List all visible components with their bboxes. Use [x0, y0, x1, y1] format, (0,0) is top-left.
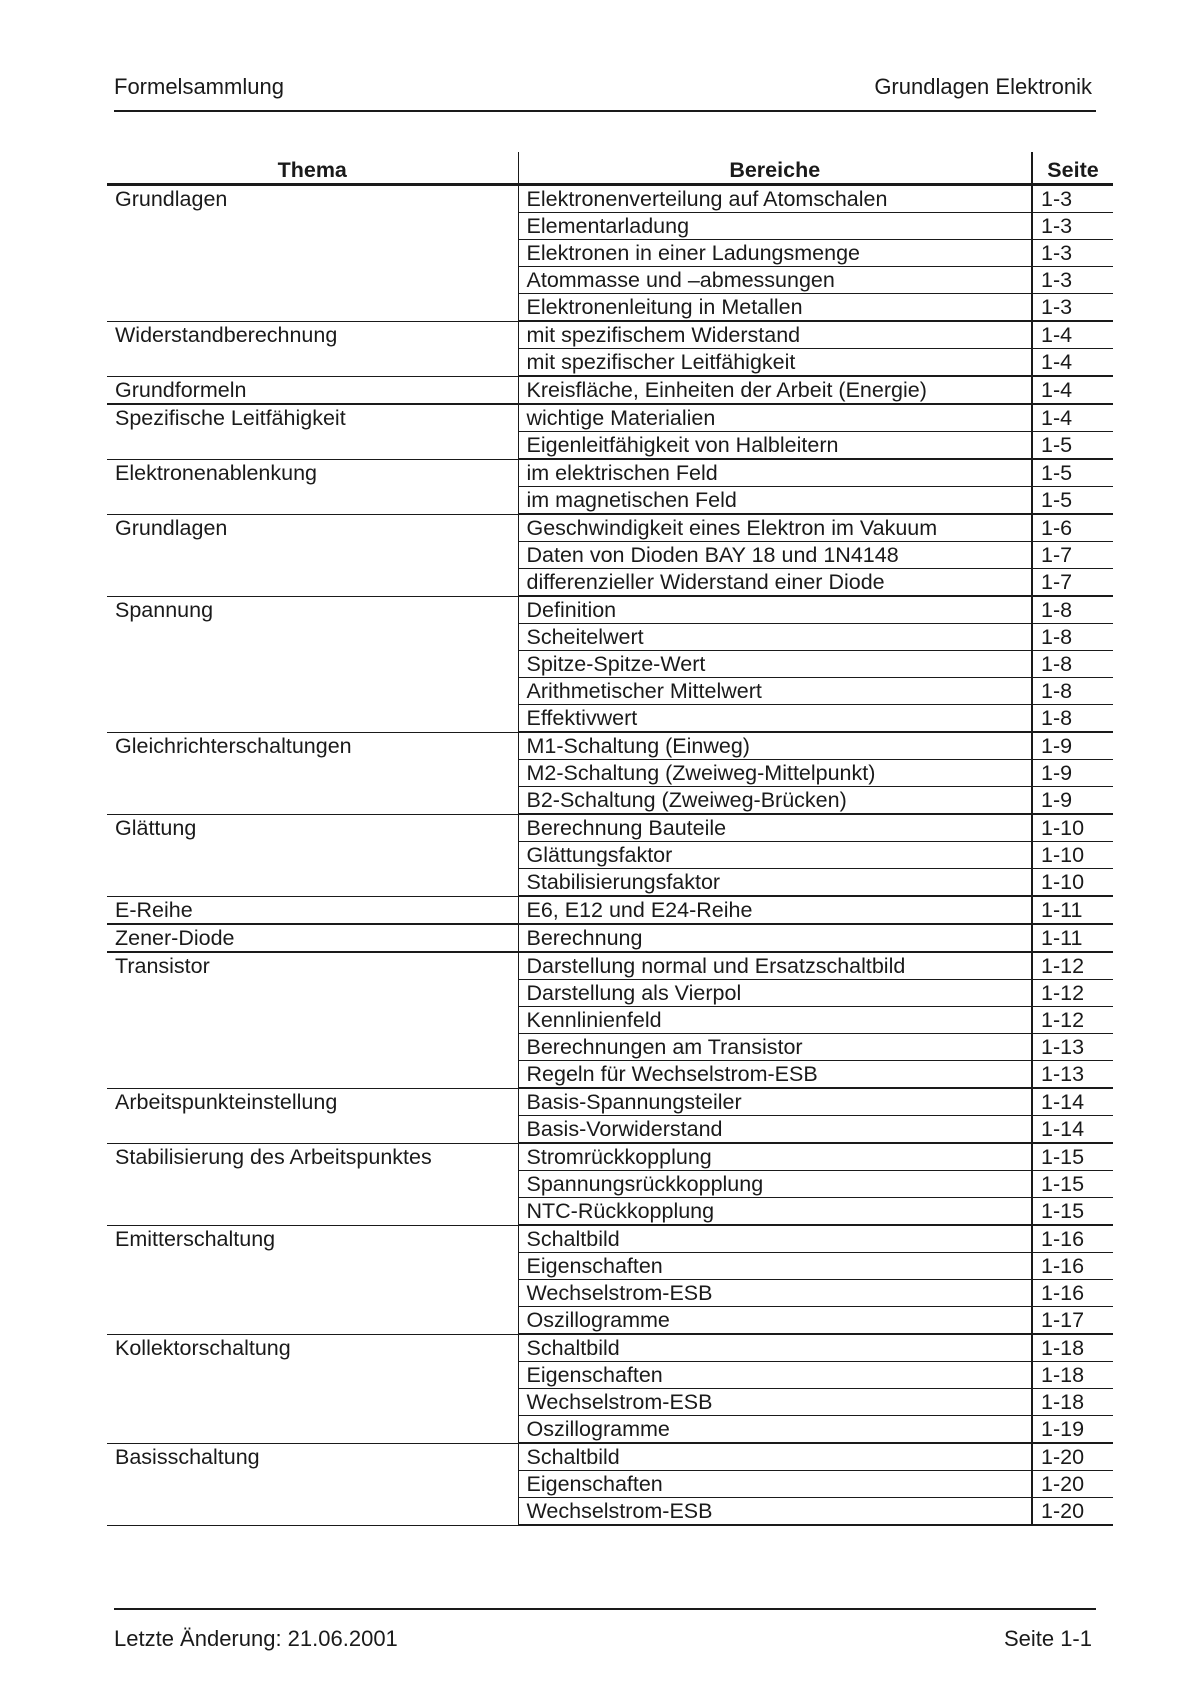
thema-cell: Spannung — [107, 596, 518, 732]
thema-cell: Spezifische Leitfähigkeit — [107, 404, 518, 459]
bereich-cell: Schaltbild — [518, 1334, 1032, 1362]
bereich-cell: Elektronenleitung in Metallen — [518, 294, 1032, 322]
page-number: Seite 1-1 — [1003, 1626, 1092, 1651]
seite-cell: 1-13 — [1032, 1034, 1113, 1061]
bereich-cell: Arithmetischer Mittelwert — [518, 678, 1032, 705]
seite-cell: 1-5 — [1032, 487, 1113, 515]
seite-cell: 1-16 — [1032, 1253, 1113, 1280]
bereich-cell: Oszillogramme — [518, 1307, 1032, 1335]
table-row — [107, 459, 1113, 487]
bereich-cell: Spannungsrückkopplung — [518, 1171, 1032, 1198]
table-row — [107, 732, 1113, 760]
last-modified-text: Letzte Änderung: 21.06.2001 — [114, 1626, 398, 1651]
bereich-cell: Wechselstrom-ESB — [518, 1498, 1032, 1526]
seite-cell: 1-3 — [1032, 213, 1113, 240]
seite-cell: 1-11 — [1032, 924, 1113, 952]
table-row — [107, 376, 1113, 404]
bereich-cell: Basis-Spannungsteiler — [518, 1088, 1032, 1116]
bereich-cell: Kreisfläche, Einheiten der Arbeit (Energie) — [518, 376, 1032, 404]
thema-cell: Grundlagen — [107, 514, 518, 596]
seite-cell: 1-9 — [1032, 760, 1113, 787]
page-footer — [114, 1608, 1096, 1651]
bereich-cell: E6, E12 und E24-Reihe — [518, 896, 1032, 924]
seite-cell: 1-9 — [1032, 787, 1113, 815]
bereich-cell: Darstellung als Vierpol — [518, 980, 1032, 1007]
seite-cell: 1-12 — [1032, 1007, 1113, 1034]
table-row — [107, 924, 1113, 952]
column-header-bereiche: Bereiche — [518, 152, 1032, 185]
table-row — [107, 185, 1113, 213]
seite-cell: 1-8 — [1032, 705, 1113, 733]
seite-cell: 1-16 — [1032, 1280, 1113, 1307]
table-row — [107, 321, 1113, 349]
table-body — [107, 185, 1113, 1526]
seite-cell: 1-20 — [1032, 1471, 1113, 1498]
thema-cell: Stabilisierung des Arbeitspunktes — [107, 1143, 518, 1225]
thema-cell: Kollektorschaltung — [107, 1334, 518, 1443]
table-row — [107, 514, 1113, 542]
thema-cell: Gleichrichterschaltungen — [107, 732, 518, 814]
seite-cell: 1-11 — [1032, 896, 1113, 924]
seite-cell: 1-13 — [1032, 1061, 1113, 1089]
seite-cell: 1-5 — [1032, 459, 1113, 487]
bereich-cell: Berechnung — [518, 924, 1032, 952]
seite-cell: 1-4 — [1032, 404, 1113, 432]
bereich-cell: Glättungsfaktor — [518, 842, 1032, 869]
bereich-cell: Eigenschaften — [518, 1471, 1032, 1498]
bereich-cell: Stromrückkopplung — [518, 1143, 1032, 1171]
seite-cell: 1-7 — [1032, 542, 1113, 569]
table-row — [107, 1225, 1113, 1253]
seite-cell: 1-19 — [1032, 1416, 1113, 1444]
bereich-cell: Spitze-Spitze-Wert — [518, 651, 1032, 678]
bereich-cell: Geschwindigkeit eines Elektron im Vakuum — [518, 514, 1032, 542]
table-row — [107, 814, 1113, 842]
seite-cell: 1-4 — [1032, 321, 1113, 349]
seite-cell: 1-7 — [1032, 569, 1113, 597]
bereich-cell: Elektronenverteilung auf Atomschalen — [518, 185, 1032, 213]
seite-cell: 1-18 — [1032, 1389, 1113, 1416]
bereich-cell: im elektrischen Feld — [518, 459, 1032, 487]
seite-cell: 1-8 — [1032, 624, 1113, 651]
bereich-cell: mit spezifischer Leitfähigkeit — [518, 349, 1032, 377]
bereich-cell: M2-Schaltung (Zweiweg-Mittelpunkt) — [518, 760, 1032, 787]
bereich-cell: Oszillogramme — [518, 1416, 1032, 1444]
bereich-cell: Schaltbild — [518, 1443, 1032, 1471]
table-header-row — [107, 152, 1113, 185]
bereich-cell: Wechselstrom-ESB — [518, 1280, 1032, 1307]
table-row — [107, 596, 1113, 624]
thema-cell: Emitterschaltung — [107, 1225, 518, 1334]
seite-cell: 1-3 — [1032, 240, 1113, 267]
seite-cell: 1-15 — [1032, 1143, 1113, 1171]
bereich-cell: Kennlinienfeld — [518, 1007, 1032, 1034]
seite-cell: 1-10 — [1032, 814, 1113, 842]
seite-cell: 1-8 — [1032, 596, 1113, 624]
bereich-cell: Elementarladung — [518, 213, 1032, 240]
seite-cell: 1-20 — [1032, 1498, 1113, 1526]
bereich-cell: Eigenschaften — [518, 1253, 1032, 1280]
bereich-cell: NTC-Rückkopplung — [518, 1198, 1032, 1226]
seite-cell: 1-5 — [1032, 432, 1113, 460]
seite-cell: 1-18 — [1032, 1362, 1113, 1389]
thema-cell: Arbeitspunkteinstellung — [107, 1088, 518, 1143]
bereich-cell: Darstellung normal und Ersatzschaltbild — [518, 952, 1032, 980]
thema-cell: Glättung — [107, 814, 518, 896]
seite-cell: 1-9 — [1032, 732, 1113, 760]
bereich-cell: Eigenschaften — [518, 1362, 1032, 1389]
bereich-cell: Atommasse und –abmessungen — [518, 267, 1032, 294]
seite-cell: 1-10 — [1032, 842, 1113, 869]
header-right-title: Grundlagen Elektronik — [874, 74, 1092, 99]
table-row — [107, 1334, 1113, 1362]
seite-cell: 1-4 — [1032, 349, 1113, 377]
seite-cell: 1-16 — [1032, 1225, 1113, 1253]
column-header-thema: Thema — [107, 152, 518, 185]
seite-cell: 1-15 — [1032, 1171, 1113, 1198]
seite-cell: 1-12 — [1032, 980, 1113, 1007]
bereich-cell: Basis-Vorwiderstand — [518, 1116, 1032, 1144]
bereich-cell: M1-Schaltung (Einweg) — [518, 732, 1032, 760]
bereich-cell: Elektronen in einer Ladungsmenge — [518, 240, 1032, 267]
table-row — [107, 1143, 1113, 1171]
thema-cell: Grundlagen — [107, 185, 518, 322]
header-left-title: Formelsammlung — [114, 74, 284, 99]
contents-table — [107, 152, 1113, 1526]
bereich-cell: mit spezifischem Widerstand — [518, 321, 1032, 349]
seite-cell: 1-8 — [1032, 678, 1113, 705]
seite-cell: 1-8 — [1032, 651, 1113, 678]
bereich-cell: Schaltbild — [518, 1225, 1032, 1253]
bereich-cell: Daten von Dioden BAY 18 und 1N4148 — [518, 542, 1032, 569]
column-header-seite: Seite — [1032, 152, 1113, 185]
table-row — [107, 896, 1113, 924]
seite-cell: 1-4 — [1032, 376, 1113, 404]
seite-cell: 1-14 — [1032, 1088, 1113, 1116]
thema-cell: Transistor — [107, 952, 518, 1088]
seite-cell: 1-10 — [1032, 869, 1113, 897]
page-header — [114, 70, 1096, 112]
table-row — [107, 1443, 1113, 1471]
seite-cell: 1-6 — [1032, 514, 1113, 542]
bereich-cell: Stabilisierungsfaktor — [518, 869, 1032, 897]
bereich-cell: Effektivwert — [518, 705, 1032, 733]
table-row — [107, 404, 1113, 432]
seite-cell: 1-14 — [1032, 1116, 1113, 1144]
seite-cell: 1-20 — [1032, 1443, 1113, 1471]
bereich-cell: im magnetischen Feld — [518, 487, 1032, 515]
bereich-cell: wichtige Materialien — [518, 404, 1032, 432]
bereich-cell: differenzieller Widerstand einer Diode — [518, 569, 1032, 597]
thema-cell: Elektronenablenkung — [107, 459, 518, 514]
table-row — [107, 1088, 1113, 1116]
seite-cell: 1-3 — [1032, 185, 1113, 213]
bereich-cell: Scheitelwert — [518, 624, 1032, 651]
bereich-cell: Definition — [518, 596, 1032, 624]
bereich-cell: Eigenleitfähigkeit von Halbleitern — [518, 432, 1032, 460]
thema-cell: Zener-Diode — [107, 924, 518, 952]
thema-cell: E-Reihe — [107, 896, 518, 924]
bereich-cell: Wechselstrom-ESB — [518, 1389, 1032, 1416]
bereich-cell: Regeln für Wechselstrom-ESB — [518, 1061, 1032, 1089]
bereich-cell: Berechnungen am Transistor — [518, 1034, 1032, 1061]
table-row — [107, 952, 1113, 980]
bereich-cell: B2-Schaltung (Zweiweg-Brücken) — [518, 787, 1032, 815]
seite-cell: 1-17 — [1032, 1307, 1113, 1335]
seite-cell: 1-15 — [1032, 1198, 1113, 1226]
seite-cell: 1-3 — [1032, 294, 1113, 322]
thema-cell: Grundformeln — [107, 376, 518, 404]
seite-cell: 1-12 — [1032, 952, 1113, 980]
thema-cell: Widerstandberechnung — [107, 321, 518, 376]
seite-cell: 1-3 — [1032, 267, 1113, 294]
seite-cell: 1-18 — [1032, 1334, 1113, 1362]
thema-cell: Basisschaltung — [107, 1443, 518, 1525]
bereich-cell: Berechnung Bauteile — [518, 814, 1032, 842]
